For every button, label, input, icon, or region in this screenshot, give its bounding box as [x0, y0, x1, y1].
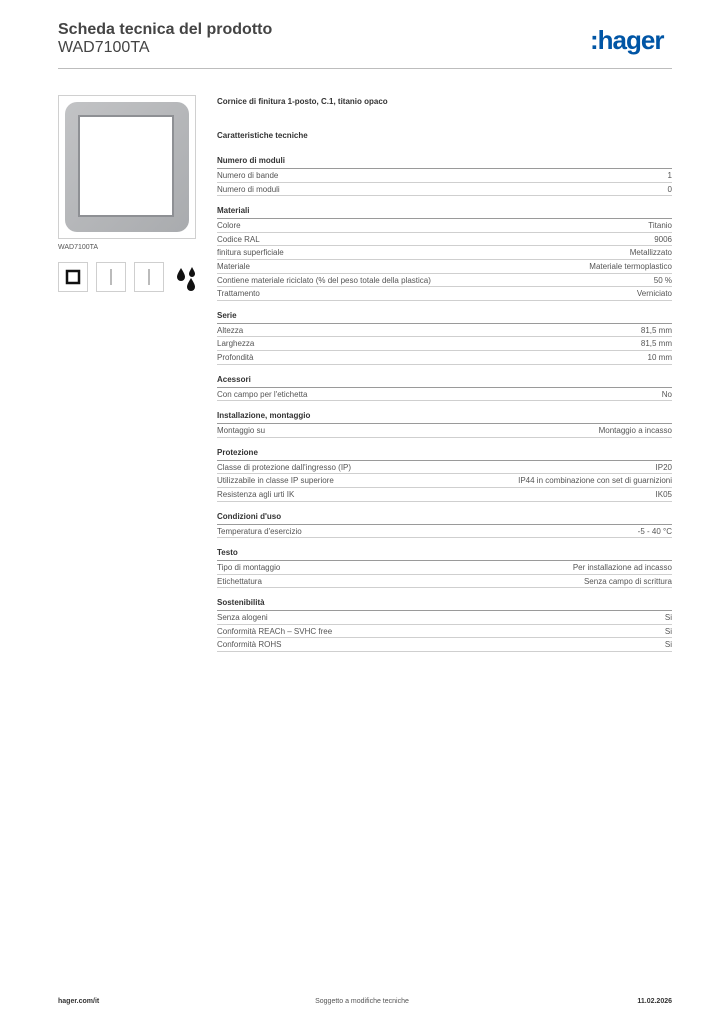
footer-website[interactable]: hager.com/it [58, 998, 100, 1005]
spec-label: Tipo di montaggio [217, 563, 281, 573]
spec-label: Profondità [217, 352, 254, 362]
product-description: Cornice di finitura 1-posto, C.1, titanio opaco [217, 97, 388, 106]
spec-section [217, 310, 672, 365]
spec-value: 1 [667, 171, 672, 180]
spec-label: Materiale [217, 261, 250, 271]
spec-row [217, 525, 672, 539]
spec-value: No [661, 389, 672, 399]
spec-row [217, 638, 672, 652]
spec-value: Senza campo di scrittura [583, 576, 672, 586]
spec-row [217, 287, 672, 301]
spec-row [217, 169, 672, 183]
spec-value: 81,5 mm [640, 325, 672, 335]
document-title: Scheda tecnica del prodotto [58, 21, 273, 38]
section-title: Testo [217, 547, 672, 561]
footer-note: Soggetto a modifiche tecniche [315, 998, 409, 1005]
spec-row [217, 324, 672, 338]
section-title: Protezione [217, 447, 672, 461]
spec-value: Verniciato [636, 289, 672, 299]
spec-row [217, 337, 672, 351]
spec-value: IP44 in combinazione con set di guarnizioni [518, 476, 672, 486]
section-title: Condizioni d'uso [217, 511, 672, 525]
frame-opening [78, 115, 174, 217]
spec-sections [217, 155, 672, 652]
spec-label: Utilizzabile in classe IP superiore [217, 476, 334, 486]
spec-label: Larghezza [217, 339, 255, 349]
spec-row [217, 575, 672, 589]
spec-row [217, 474, 672, 488]
spec-value: Titanio [648, 221, 672, 231]
spec-label: Senza alogeni [217, 613, 268, 623]
spec-section [217, 597, 672, 652]
frame-outer [65, 102, 189, 232]
spec-label: Etichettatura [217, 576, 262, 586]
spec-row [217, 461, 672, 475]
spec-label: Montaggio su [217, 426, 266, 436]
spec-label: Contiene materiale riciclato (% del peso totale della plastica) [217, 275, 431, 285]
spec-row [217, 351, 672, 365]
spec-label: Codice RAL [217, 234, 260, 244]
spec-row [217, 611, 672, 625]
section-title: Sostenibilità [217, 597, 672, 611]
spec-label: Conformità REACh – SVHC free [217, 626, 333, 636]
spec-value: Per installazione ad incasso [572, 563, 672, 573]
spec-row [217, 260, 672, 274]
spec-label: Temperatura d'esercizio [217, 526, 302, 536]
spec-value: IK05 [655, 489, 672, 499]
spec-label: Numero di moduli [217, 184, 280, 194]
spec-label: Conformità ROHS [217, 640, 282, 650]
spec-value: IP20 [655, 462, 672, 472]
spec-section [217, 447, 672, 502]
spec-row [217, 274, 672, 288]
spec-value: 81,5 mm [640, 339, 672, 349]
spec-label: finitura superficiale [217, 248, 284, 258]
spec-section [217, 410, 672, 438]
spec-row [217, 561, 672, 575]
spec-section [217, 155, 672, 196]
spec-value: 10 mm [647, 352, 672, 362]
spec-section [217, 205, 672, 301]
spec-row [217, 233, 672, 247]
spec-row [217, 625, 672, 639]
water-drops-icon [172, 262, 202, 292]
section-title: Serie [217, 310, 672, 324]
footer-date: 11.02.2026 [637, 998, 672, 1005]
header-divider [58, 68, 672, 69]
spec-row [217, 388, 672, 402]
spec-row [217, 488, 672, 502]
spec-row [217, 219, 672, 233]
spec-label: Classe di protezione dall'ingresso (IP) [217, 462, 352, 472]
section-title: Materiali [217, 205, 672, 219]
section-title: Installazione, montaggio [217, 410, 672, 424]
hager-logo [590, 26, 674, 56]
spec-value: Montaggio a incasso [598, 426, 672, 436]
spec-label: Numero di bande [217, 171, 279, 180]
square-frame-icon [58, 262, 88, 292]
spec-section [217, 547, 672, 588]
spec-value: Materiale termoplastico [589, 261, 672, 271]
technical-characteristics-heading: Caratteristiche tecniche [217, 131, 308, 140]
spec-value: Metallizzato [629, 248, 672, 258]
section-title: Acessori [217, 374, 672, 388]
spec-label: Trattamento [217, 289, 260, 299]
product-code: WAD7100TA [58, 39, 150, 56]
spec-value: 50 % [653, 275, 672, 285]
spec-value: 9006 [654, 234, 672, 244]
spec-value: Si [664, 640, 672, 650]
spec-section [217, 511, 672, 539]
section-title: Numero di moduli [217, 155, 672, 169]
spec-row [217, 424, 672, 438]
product-image [58, 95, 196, 239]
svg-text::hager: :hager [590, 26, 664, 55]
spec-value: Si [664, 613, 672, 623]
vertical-line-icon [134, 262, 164, 292]
spec-label: Resistenza agli urti IK [217, 489, 295, 499]
spec-row [217, 246, 672, 260]
spec-section [217, 374, 672, 402]
vertical-line-icon [96, 262, 126, 292]
image-caption: WAD7100TA [58, 244, 99, 251]
spec-row [217, 183, 672, 197]
spec-value: 0 [667, 184, 672, 194]
spec-label: Con campo per l'etichetta [217, 389, 308, 399]
technical-content [217, 95, 672, 661]
spec-label: Altezza [217, 325, 244, 335]
spec-value: -5 - 40 °C [637, 526, 672, 536]
spec-value: Si [664, 626, 672, 636]
spec-label: Colore [217, 221, 241, 231]
